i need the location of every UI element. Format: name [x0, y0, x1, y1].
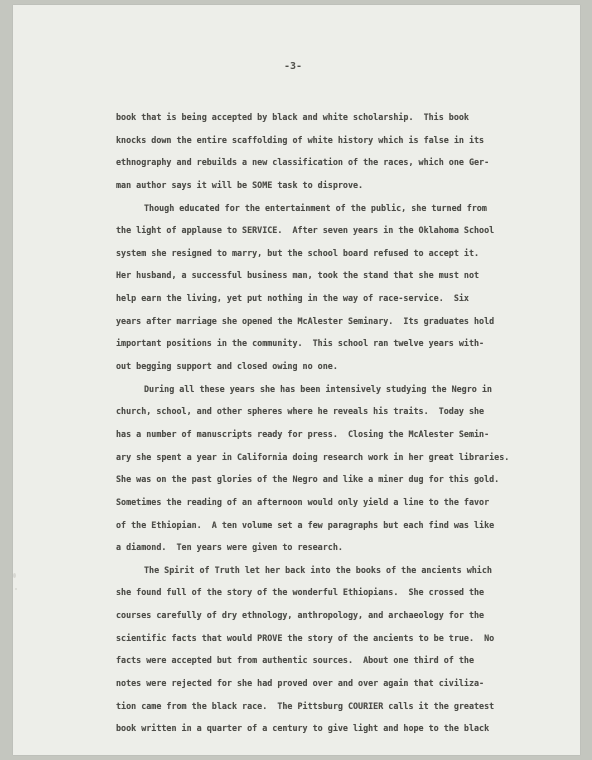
text-line: system she resigned to marry, but the school board refused to accept it.: [116, 247, 480, 258]
text-line: important positions in the community. This school ran twelve years with-: [116, 338, 485, 349]
text-line: has a number of manuscripts ready for press. Closing the McAlester Semin-: [116, 428, 490, 439]
text-line: the light of applause to SERVICE. After seven years in the Oklahoma School: [116, 225, 495, 236]
paper-speck: [15, 588, 17, 590]
text-line: years after marriage she opened the McAlester Seminary. Its graduates hold: [116, 315, 495, 326]
text-line: ethnography and rebuilds a new classification of the races, which one Ger-: [116, 157, 490, 168]
text-line: tion came from the black race. The Pittsburg COURIER calls it the greatest: [116, 700, 495, 711]
text-line: of the Ethiopian. A ten volume set a few paragraphs but each find was like: [116, 519, 495, 530]
text-line: church, school, and other spheres where he reveals his traits. Today she: [116, 406, 485, 417]
text-line: she found full of the story of the wonderful Ethiopians. She crossed the: [116, 587, 485, 598]
paper-speck: [13, 573, 16, 578]
paragraph-start-line: During all these years she has been intensively studying the Negro in: [144, 383, 492, 394]
text-line: facts were accepted but from authentic sources. About one third of the: [116, 655, 474, 666]
text-line: out begging support and closed owing no one.: [116, 361, 338, 372]
text-line: scientific facts that would PROVE the story of the ancients to be true. No: [116, 632, 495, 643]
text-line: Her husband, a successful business man, took the stand that she must not: [116, 270, 480, 281]
text-line: help earn the living, yet put nothing in the way of race-service. Six: [116, 293, 469, 304]
text-line: She was on the past glories of the Negro and like a miner dug for this gold.: [116, 474, 500, 485]
body-text: [116, 106, 541, 740]
text-line: book that is being accepted by black and white scholarship. This book: [116, 112, 469, 122]
text-line: knocks down the entire scaffolding of white history which is false in its: [116, 134, 485, 145]
paragraph-start-line: The Spirit of Truth let her back into the books of the ancients which: [144, 564, 492, 575]
typewritten-page: [13, 5, 580, 755]
text-line: book written in a quarter of a century to give light and hope to the black: [116, 723, 490, 734]
text-line: courses carefully of dry ethnology, anthropology, and archaeology for the: [116, 610, 485, 621]
text-line: a diamond. Ten years were given to research.: [116, 542, 343, 553]
text-line: Sometimes the reading of an afternoon would only yield a line to the favor: [116, 496, 490, 507]
text-line: ary she spent a year in California doing research work in her great libraries.: [116, 451, 510, 462]
page-number: -3-: [283, 61, 303, 72]
text-line: man author says it will be SOME task to disprove.: [116, 179, 364, 190]
text-line: notes were rejected for she had proved over and over again that civiliza-: [116, 678, 485, 689]
paragraph-start-line: Though educated for the entertainment of the public, she turned from: [144, 202, 487, 213]
